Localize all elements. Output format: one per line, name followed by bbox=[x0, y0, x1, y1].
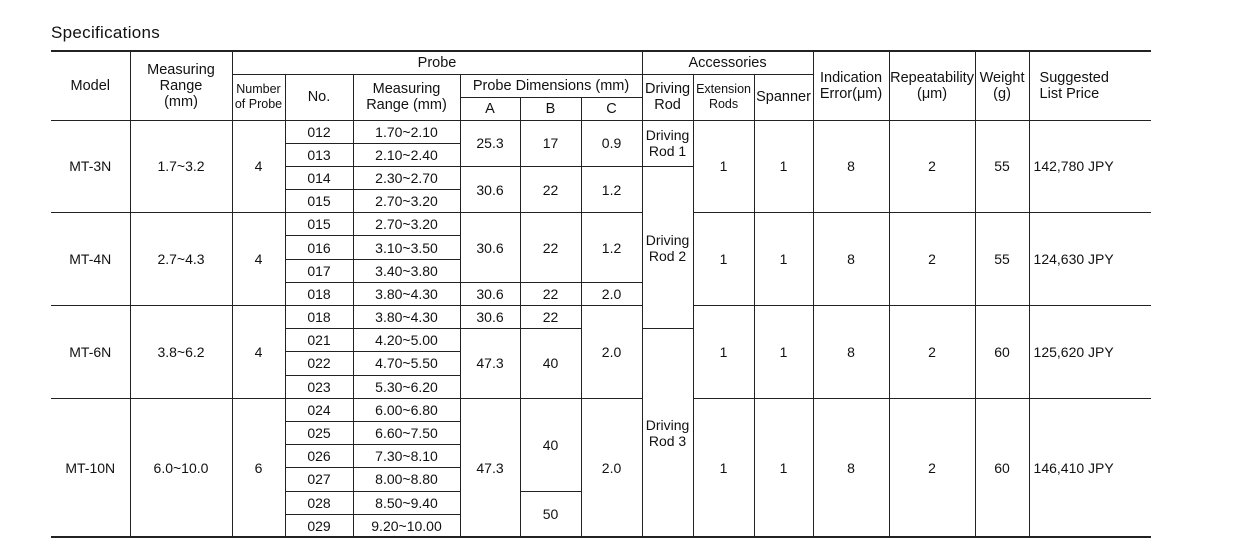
cell-ext-rods: 1 bbox=[693, 306, 754, 399]
cell-probe-no: 029 bbox=[285, 514, 353, 537]
cell-probe-range: 2.30~2.70 bbox=[353, 166, 460, 189]
cell-probe-no: 028 bbox=[285, 491, 353, 514]
cell-spanner: 1 bbox=[754, 306, 813, 399]
cell-dim-a: 30.6 bbox=[460, 306, 520, 329]
cell-probe-range: 8.00~8.80 bbox=[353, 468, 460, 491]
cell-probe-no: 014 bbox=[285, 166, 353, 189]
cell-driving-rod-1: Driving Rod 1 bbox=[642, 120, 693, 166]
cell-dim-a: 47.3 bbox=[460, 329, 520, 399]
cell-probe-range: 2.10~2.40 bbox=[353, 143, 460, 166]
cell-probe-no: 021 bbox=[285, 329, 353, 352]
cell-dim-a: 47.3 bbox=[460, 398, 520, 537]
header-repeatability: Repeatability (μm) bbox=[889, 51, 975, 120]
cell-probe-no: 012 bbox=[285, 120, 353, 143]
header-indication-error: Indication Error(μm) bbox=[813, 51, 889, 120]
cell-probe-range: 3.80~4.30 bbox=[353, 282, 460, 305]
cell-spanner: 1 bbox=[754, 213, 813, 306]
cell-probe-range: 2.70~3.20 bbox=[353, 190, 460, 213]
cell-probe-range: 7.30~8.10 bbox=[353, 445, 460, 468]
cell-indication-error: 8 bbox=[813, 398, 889, 537]
cell-probe-range: 5.30~6.20 bbox=[353, 375, 460, 398]
cell-dim-b: 22 bbox=[520, 166, 581, 212]
cell-range: 1.7~3.2 bbox=[130, 120, 232, 213]
cell-probe-range: 4.70~5.50 bbox=[353, 352, 460, 375]
cell-probe-range: 3.10~3.50 bbox=[353, 236, 460, 259]
header-dim-c: C bbox=[581, 97, 642, 120]
page-title: Specifications bbox=[51, 23, 161, 42]
header-number-of-probe: Number of Probe bbox=[232, 74, 285, 120]
cell-repeatability: 2 bbox=[889, 120, 975, 213]
cell-probe-no: 018 bbox=[285, 306, 353, 329]
cell-dim-b: 17 bbox=[520, 120, 581, 166]
cell-probe-range: 4.20~5.00 bbox=[353, 329, 460, 352]
cell-probe-no: 013 bbox=[285, 143, 353, 166]
cell-num-probe: 6 bbox=[232, 398, 285, 537]
header-driving-rod: Driving Rod bbox=[642, 74, 693, 120]
header-price: Suggested List Price bbox=[1029, 51, 1151, 120]
cell-driving-rod-3: Driving Rod 3 bbox=[642, 329, 693, 538]
cell-probe-range: 6.00~6.80 bbox=[353, 398, 460, 421]
cell-repeatability: 2 bbox=[889, 213, 975, 306]
cell-repeatability: 2 bbox=[889, 398, 975, 537]
cell-price: 124,630 JPY bbox=[1029, 213, 1151, 306]
cell-price: 125,620 JPY bbox=[1029, 306, 1151, 399]
cell-probe-range: 3.80~4.30 bbox=[353, 306, 460, 329]
cell-model: MT-6N bbox=[51, 306, 130, 399]
cell-indication-error: 8 bbox=[813, 213, 889, 306]
cell-range: 6.0~10.0 bbox=[130, 398, 232, 537]
cell-dim-c: 2.0 bbox=[581, 398, 642, 537]
cell-dim-b: 40 bbox=[520, 398, 581, 491]
cell-indication-error: 8 bbox=[813, 306, 889, 399]
cell-weight: 60 bbox=[975, 306, 1029, 399]
cell-dim-a: 25.3 bbox=[460, 120, 520, 166]
cell-indication-error: 8 bbox=[813, 120, 889, 213]
cell-probe-no: 023 bbox=[285, 375, 353, 398]
cell-ext-rods: 1 bbox=[693, 398, 754, 537]
cell-ext-rods: 1 bbox=[693, 120, 754, 213]
cell-weight: 55 bbox=[975, 213, 1029, 306]
header-no: No. bbox=[285, 74, 353, 120]
cell-ext-rods: 1 bbox=[693, 213, 754, 306]
header-spanner: Spanner bbox=[754, 74, 813, 120]
cell-probe-range: 6.60~7.50 bbox=[353, 421, 460, 444]
header-probe: Probe bbox=[232, 51, 642, 74]
cell-weight: 55 bbox=[975, 120, 1029, 213]
cell-dim-b: 50 bbox=[520, 491, 581, 537]
cell-dim-c: 1.2 bbox=[581, 213, 642, 283]
cell-probe-no: 025 bbox=[285, 421, 353, 444]
cell-probe-no: 018 bbox=[285, 282, 353, 305]
cell-probe-no: 016 bbox=[285, 236, 353, 259]
cell-spanner: 1 bbox=[754, 398, 813, 537]
cell-dim-b: 22 bbox=[520, 213, 581, 283]
cell-probe-no: 017 bbox=[285, 259, 353, 282]
cell-probe-range: 1.70~2.10 bbox=[353, 120, 460, 143]
cell-num-probe: 4 bbox=[232, 120, 285, 213]
cell-repeatability: 2 bbox=[889, 306, 975, 399]
header-probe-measuring-range: Measuring Range (mm) bbox=[353, 74, 460, 120]
specifications-table bbox=[51, 50, 1151, 538]
cell-probe-no: 027 bbox=[285, 468, 353, 491]
cell-probe-no: 026 bbox=[285, 445, 353, 468]
cell-probe-range: 9.20~10.00 bbox=[353, 514, 460, 537]
header-model: Model bbox=[51, 51, 130, 120]
cell-dim-c: 0.9 bbox=[581, 120, 642, 166]
cell-num-probe: 4 bbox=[232, 213, 285, 306]
header-measuring-range: Measuring Range (mm) bbox=[130, 51, 232, 120]
cell-model: MT-4N bbox=[51, 213, 130, 306]
cell-dim-a: 30.6 bbox=[460, 166, 520, 212]
cell-range: 2.7~4.3 bbox=[130, 213, 232, 306]
cell-spanner: 1 bbox=[754, 120, 813, 213]
cell-dim-b: 40 bbox=[520, 329, 581, 399]
cell-dim-a: 30.6 bbox=[460, 282, 520, 305]
cell-weight: 60 bbox=[975, 398, 1029, 537]
cell-dim-b: 22 bbox=[520, 306, 581, 329]
cell-probe-range: 2.70~3.20 bbox=[353, 213, 460, 236]
cell-probe-no: 022 bbox=[285, 352, 353, 375]
cell-dim-a: 30.6 bbox=[460, 213, 520, 283]
cell-probe-no: 015 bbox=[285, 190, 353, 213]
header-accessories: Accessories bbox=[642, 51, 813, 74]
header-extension-rods: Extension Rods bbox=[693, 74, 754, 120]
cell-num-probe: 4 bbox=[232, 306, 285, 399]
cell-probe-no: 015 bbox=[285, 213, 353, 236]
cell-price: 146,410 JPY bbox=[1029, 398, 1151, 537]
cell-dim-c: 2.0 bbox=[581, 306, 642, 399]
cell-range: 3.8~6.2 bbox=[130, 306, 232, 399]
header-probe-dimensions: Probe Dimensions (mm) bbox=[460, 74, 642, 97]
cell-probe-range: 3.40~3.80 bbox=[353, 259, 460, 282]
cell-probe-range: 8.50~9.40 bbox=[353, 491, 460, 514]
cell-model: MT-3N bbox=[51, 120, 130, 213]
header-weight: Weight (g) bbox=[975, 51, 1029, 120]
cell-driving-rod-2: Driving Rod 2 bbox=[642, 166, 693, 328]
cell-model: MT-10N bbox=[51, 398, 130, 537]
cell-dim-c: 1.2 bbox=[581, 166, 642, 212]
cell-dim-b: 22 bbox=[520, 282, 581, 305]
cell-price: 142,780 JPY bbox=[1029, 120, 1151, 213]
cell-probe-no: 024 bbox=[285, 398, 353, 421]
cell-dim-c: 2.0 bbox=[581, 282, 642, 305]
header-dim-b: B bbox=[520, 97, 581, 120]
header-dim-a: A bbox=[460, 97, 520, 120]
